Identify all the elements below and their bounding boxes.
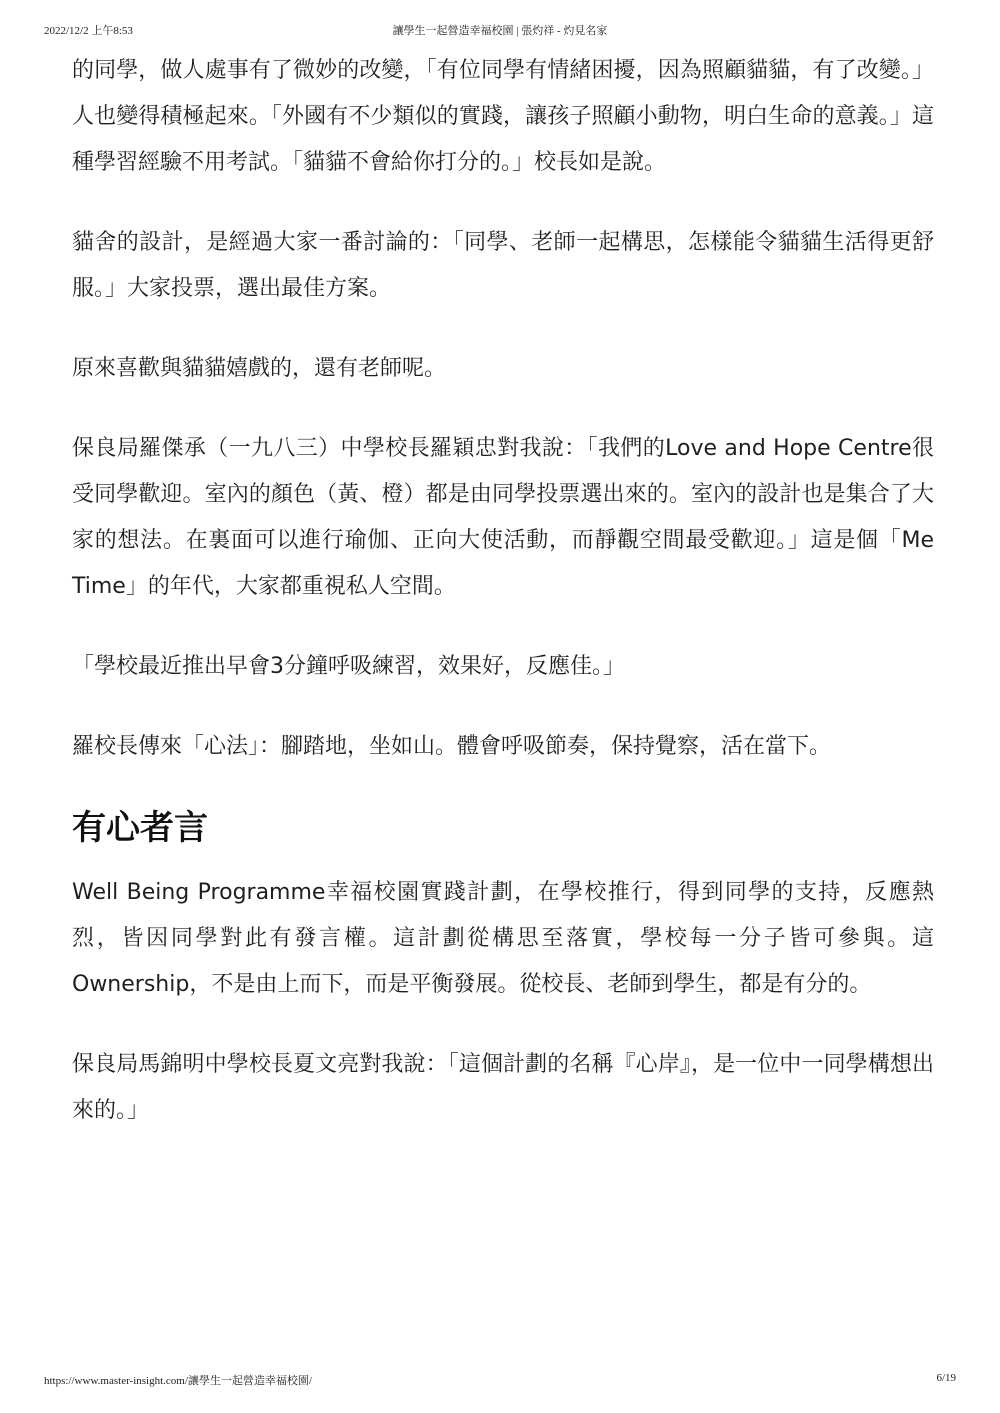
print-header (0, 22, 1000, 42)
page-number: 6/19 (936, 1372, 956, 1384)
paragraph-teachers-play: 原來喜歡與貓貓嬉戲的，還有老師呢。 (72, 356, 447, 381)
paragraph-well-being-programme: Well Being Programme幸福校園實踐計劃，在學校推行，得到同學的支持，反應熱烈，皆因同學對此有發言權。這計劃從構思至落實，學校每一分子皆可參與。這Ownership，不是由上而下，而是平衡發展。從校長、老師到學生，都是有分的。 (72, 880, 934, 997)
paragraph-love-hope-centre: 保良局羅傑承（一九八三）中學校長羅穎忠對我說：「我們的Love and Hope Centre很受同學歡迎。室內的顏色（黃、橙）都是由同學投票選出來的。室內的設計也是集合了大家的想法。在裏面可以進行瑜伽、正向大使活動，而靜觀空間最受歡迎。」這是個「Me Time」的年代，大家都重視私人空間。 (72, 436, 934, 599)
print-footer (0, 1372, 1000, 1392)
print-date: 2022/12/2 上午8:53 (44, 25, 133, 37)
article-body (72, 48, 934, 1168)
paragraph-mind-method: 羅校長傳來「心法」：腳踏地，坐如山。體會呼吸節奏，保持覺察，活在當下。 (72, 734, 832, 759)
page-url: https://www.master-insight.com/讓學生一起營造幸福校園/ (44, 1375, 312, 1387)
paragraph-cat-house-design: 貓舍的設計，是經過大家一番討論的：「同學、老師一起構思，怎樣能令貓貓生活得更舒服。」大家投票，選出最佳方案。 (72, 230, 934, 301)
paragraph-programme-name: 保良局馬錦明中學校長夏文亮對我說：「這個計劃的名稱『心岸』，是一位中一同學構想出來的。」 (72, 1052, 934, 1123)
paragraph-breathing-practice: 「學校最近推出早會3分鐘呼吸練習，效果好，反應佳。」 (72, 654, 625, 679)
document-title: 讓學生一起營造幸福校園 | 張灼祥 - 灼見名家 (392, 25, 608, 37)
paragraph-cats-change: 的同學，做人處事有了微妙的改變，「有位同學有情緒困擾，因為照顧貓貓，有了改變。」人也變得積極起來。「外國有不少類似的實踐，讓孩子照顧小動物，明白生命的意義。」這種學習經驗不用考試。「貓貓不會給你打分的。」校長如是說。 (72, 58, 934, 175)
section-heading: 有心者言 (72, 808, 208, 848)
